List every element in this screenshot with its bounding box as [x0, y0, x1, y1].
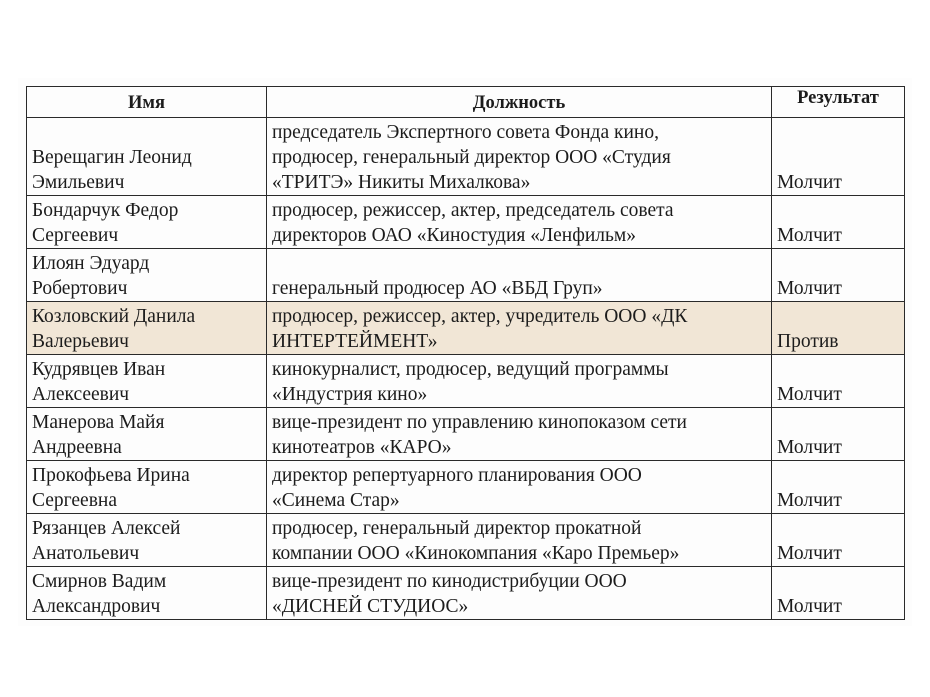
- cell-name-line: Робертович: [32, 278, 128, 299]
- cell-position: [267, 567, 772, 620]
- cell-name-line: Александрович: [32, 596, 161, 617]
- cell-position-line: генеральный продюсер АО «ВБД Груп»: [272, 278, 603, 299]
- table-row: [27, 196, 905, 249]
- cell-position-line: «ТРИТЭ» Никиты Михалкова»: [272, 172, 531, 193]
- cell-position-line: продюсер, режиссер, актер, председатель совета: [272, 200, 674, 221]
- cell-name-line: Прокофьева Ирина: [32, 465, 190, 486]
- cell-position: [267, 355, 772, 408]
- table-row: [27, 567, 905, 620]
- cell-name: [27, 461, 267, 514]
- header-position: Должность: [267, 87, 772, 118]
- table-row: [27, 408, 905, 461]
- cell-position-line: вице-президент по управлению кинопоказом сети: [272, 412, 687, 433]
- cell-name-line: Андреевна: [32, 437, 122, 458]
- cell-name-line: Смирнов Вадим: [32, 571, 167, 592]
- cell-position-line: вице-президент по кинодистрибуции ООО: [272, 571, 627, 592]
- cell-name-line: Эмильевич: [32, 172, 125, 193]
- cell-position-line: продюсер, генеральный директор прокатной: [272, 518, 642, 539]
- table-header-row: [27, 87, 905, 118]
- header-result: Результат: [772, 87, 905, 118]
- header-name: Имя: [27, 87, 267, 118]
- cell-name: [27, 514, 267, 567]
- cell-result: Молчит: [772, 514, 905, 567]
- cell-name-line: Кудрявцев Иван: [32, 359, 166, 380]
- cell-position-line: ИНТЕРТЕЙМЕНТ»: [272, 331, 438, 352]
- cell-name-line: Манерова Майя: [32, 412, 165, 433]
- cell-position: [267, 196, 772, 249]
- cell-name-line: Сергеевна: [32, 490, 117, 511]
- cell-result: Молчит: [772, 567, 905, 620]
- cell-position-line: директоров ОАО «Киностудия «Ленфильм»: [272, 225, 636, 246]
- table-row: [27, 118, 905, 196]
- cell-position-line: кинотеатров «КАРО»: [272, 437, 452, 458]
- cell-position: [267, 118, 772, 196]
- cell-name-line: Валерьевич: [32, 331, 129, 352]
- cell-name: [27, 196, 267, 249]
- cell-name: [27, 249, 267, 302]
- cell-position-line: «Индустрия кино»: [272, 384, 428, 405]
- table-body: [27, 118, 905, 620]
- cell-result: Молчит: [772, 408, 905, 461]
- cell-name: [27, 118, 267, 196]
- cell-result: Молчит: [772, 355, 905, 408]
- table-row: [27, 514, 905, 567]
- cell-result: Молчит: [772, 118, 905, 196]
- cell-result: Молчит: [772, 249, 905, 302]
- cell-position-line: продюсер, генеральный директор ООО «Студия: [272, 147, 671, 168]
- cell-position-line: кинокурналист, продюсер, ведущий программы: [272, 359, 669, 380]
- cell-result: Молчит: [772, 196, 905, 249]
- cell-position: [267, 514, 772, 567]
- cell-position: [267, 461, 772, 514]
- cell-position-line: компании ООО «Кинокомпания «Каро Премьер»: [272, 543, 680, 564]
- table-row: [27, 249, 905, 302]
- cell-position: [267, 249, 772, 302]
- cell-position-line: «ДИСНЕЙ СТУДИОС»: [272, 596, 469, 617]
- cell-name-line: Верещагин Леонид: [32, 147, 192, 168]
- people-table: [26, 86, 905, 620]
- table-row: [27, 302, 905, 355]
- cell-name-line: Илоян Эдуард: [32, 253, 150, 274]
- cell-position: [267, 302, 772, 355]
- cell-name-line: Сергеевич: [32, 225, 119, 246]
- cell-name-line: Анатольевич: [32, 543, 140, 564]
- cell-name-line: Козловский Данила: [32, 306, 196, 327]
- cell-name: [27, 408, 267, 461]
- table-row: [27, 461, 905, 514]
- cell-position-line: «Синема Стар»: [272, 490, 400, 511]
- cell-name: [27, 567, 267, 620]
- cell-name-line: Бондарчук Федор: [32, 200, 179, 221]
- cell-position-line: продюсер, режиссер, актер, учредитель ООО «ДК: [272, 306, 688, 327]
- cell-result: Против: [772, 302, 905, 355]
- cell-name: [27, 355, 267, 408]
- cell-position-line: председатель Экспертного совета Фонда кино,: [272, 122, 659, 143]
- table-row: [27, 355, 905, 408]
- cell-position-line: директор репертуарного планирования ООО: [272, 465, 642, 486]
- cell-name: [27, 302, 267, 355]
- cell-name-line: Алексеевич: [32, 384, 130, 405]
- cell-position: [267, 408, 772, 461]
- cell-result: Молчит: [772, 461, 905, 514]
- cell-name-line: Рязанцев Алексей: [32, 518, 181, 539]
